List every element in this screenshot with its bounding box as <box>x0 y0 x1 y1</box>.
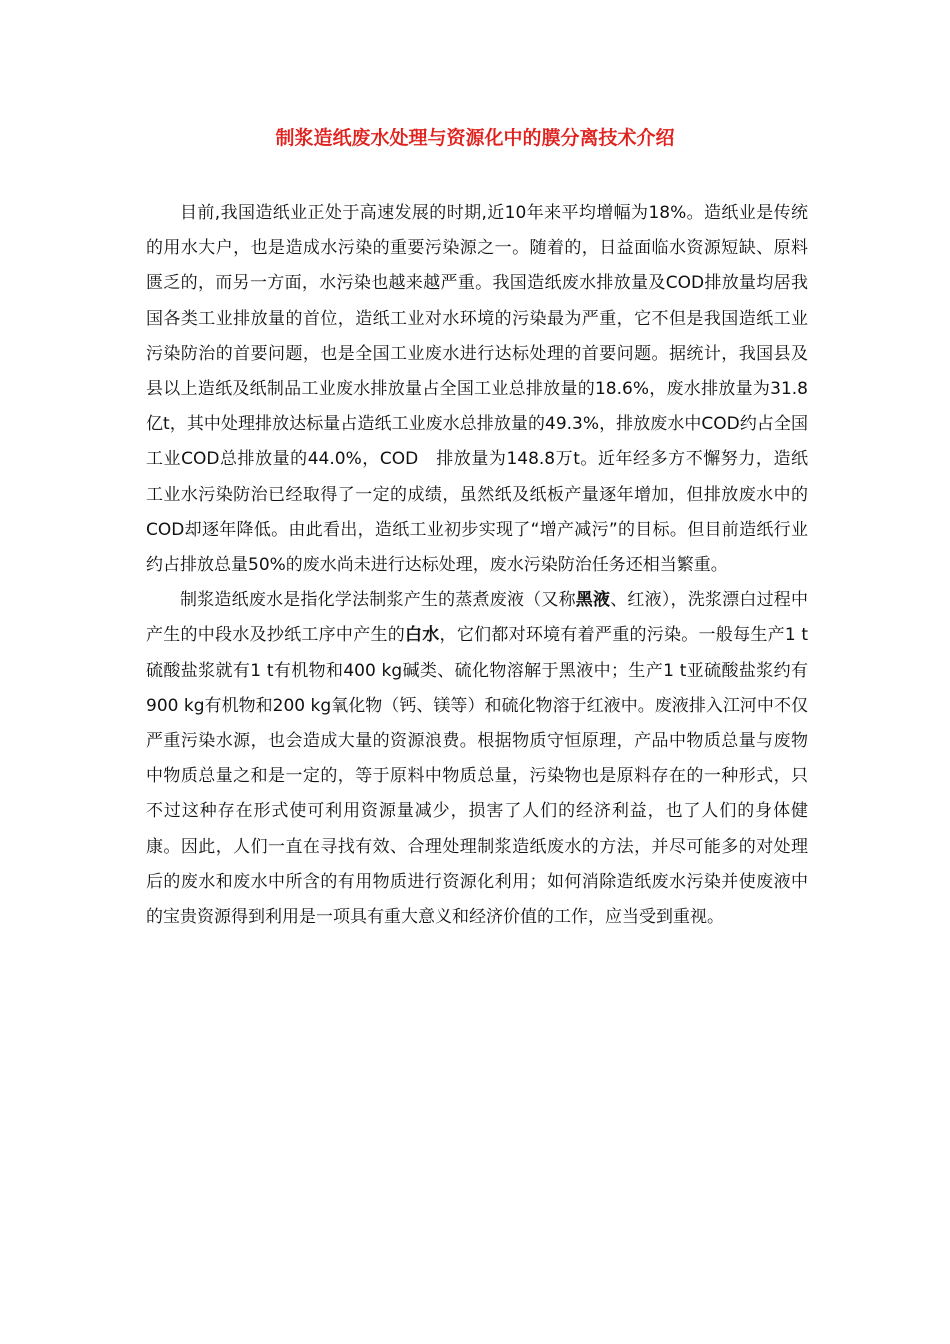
paragraph-text: 目前,我国造纸业正处于高速发展的时期,近10年来平均增幅为18%。造纸业是传统的用水大户，也是造成水污染的重要污染源之一。随着的，日益面临水资源短缺、原料匮乏的，而另一方面，水污染也越来越严重。我国造纸废水排放量及COD排放量均居我国各类工业排放量的首位，造纸工业对水环境的污染最为严重，它不但是我国造纸工业污染防治的首要问题，也是全国工业废水进行达标处理的首要问题。据统计，我国县及县以上造纸及纸制品工业废水排放量占全国工业总排放量的18.6%，废水排放量为31.8亿t，其中处理排放达标量占造纸工业废水总排放量的49.3%，排放废水中COD约占全国工业COD总排放量的44.0%，COD 排放量为148.8万t。近年经多方不懈努力，造纸工业水污染防治已经取得了一定的成绩，虽然纸及纸板产量逐年增加，但排放废水中的COD却逐年降低。由此看出，造纸工业初步实现了“增产减污”的目标。但目前造纸行业约占排放总量50%的废水尚未进行达标处理，废水污染防治任务还相当繁重。 <box>146 203 808 576</box>
bold-term-black-liquor: 黑液 <box>575 590 611 611</box>
document-body <box>146 196 808 935</box>
paragraph-1 <box>146 196 808 583</box>
paragraph-text: 制浆造纸废水是指化学法制浆产生的蒸煮废液（又称 <box>180 590 576 611</box>
paragraph-text: ，它们都对环境有着严重的污染。一般每生产1 t硫酸盐浆就有1 t有机物和400 kg碱类、硫化物溶解于黑液中；生产1 t亚硫酸盐浆约有900 kg有机物和200 kg氧化物（钙、镁等）和硫化物溶于红液中。废液排入江河中不仅严重污染水源，也会造成大量的资源浪费。根据物质守恒原理，产品中物质总量与废物中物质总量之和是一定的，等于原料中物质总量，污染物也是原料存在的一种形式，只不过这种存在形式使可利用资源量减少，损害了人们的经济利益，也了人们的身体健康。因此，人们一直在寻找有效、合理处理制浆造纸废水的方法，并尽可能多的对处理后的废水和废水中所含的有用物质进行资源化利用；如何消除造纸废水污染并使废液中的宝贵资源得到利用是一项具有重大意义和经济价值的工作，应当受到重视。 <box>146 625 809 928</box>
paragraph-2 <box>146 583 808 935</box>
document-title: 制浆造纸废水处理与资源化中的膜分离技术介绍 <box>275 127 675 149</box>
paragraph-text: 、红液），洗浆漂白过程中产生的中段水及抄纸工序中产生的 <box>146 590 809 646</box>
bold-term-white-water: 白水 <box>405 625 440 646</box>
